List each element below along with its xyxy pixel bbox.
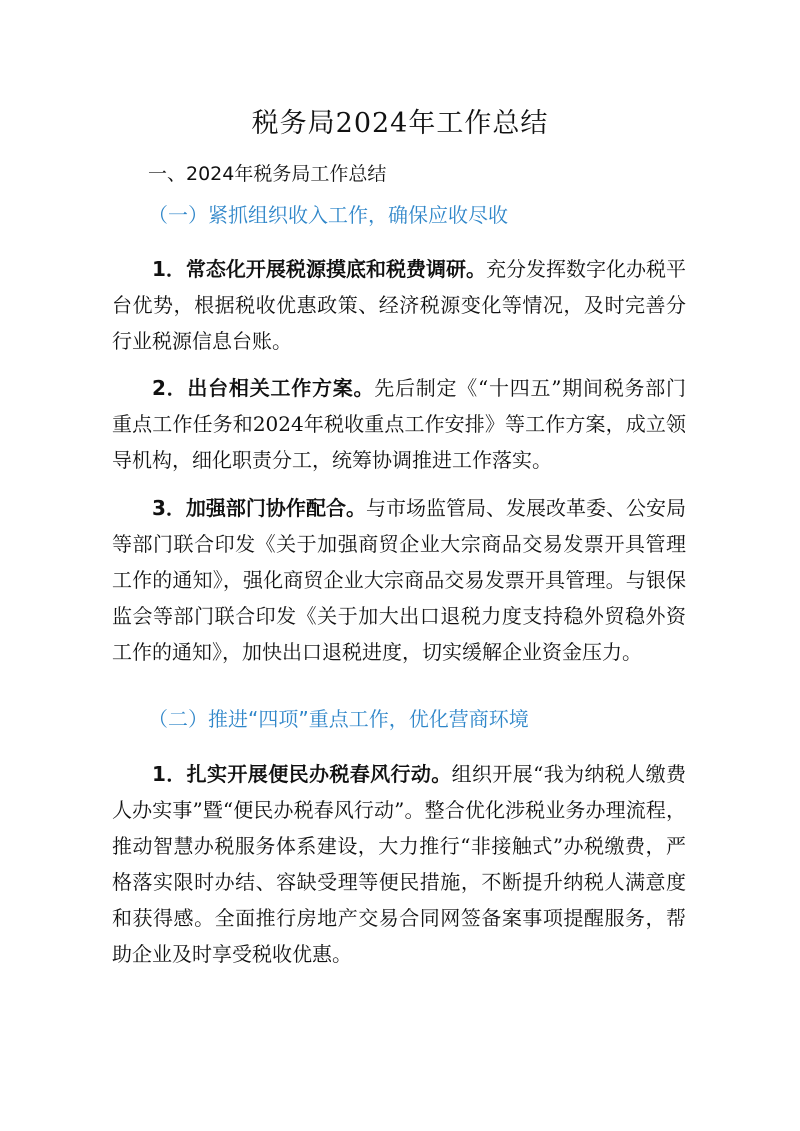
- paragraph-2-1: [112, 756, 686, 972]
- subsection-heading-1: （一）紧抓组织收入工作，确保应收尽收: [148, 203, 508, 227]
- paragraph-body: 充分发挥数字化办税平台优势，根据税收优惠政策、经济税源变化等情况，及时完善分行业税源信息台账。: [112, 257, 686, 353]
- section-heading-1: 一、2024年税务局工作总结: [148, 163, 387, 185]
- paragraph-lead: 2．出台相关工作方案。: [152, 376, 375, 400]
- subsection-heading-2: （二）推进“四项”重点工作，优化营商环境: [148, 707, 529, 731]
- paragraph-1-3: [112, 490, 686, 670]
- document-title: 税务局2024年工作总结: [251, 108, 549, 139]
- paragraph-body: 与市场监管局、发展改革委、公安局等部门联合印发《关于加强商贸企业大宗商品交易发票开具管理工作的通知》，强化商贸企业大宗商品交易发票开具管理。与银保监会等部门联合印发《关于加大出口退税力度支持稳外贸稳外资工作的通知》，加快出口退税进度，切实缓解企业资金压力。: [112, 496, 686, 664]
- paragraph-lead: 3．加强部门协作配合。: [152, 496, 366, 520]
- paragraph-1-2: [112, 370, 686, 478]
- paragraph-lead: 1．常态化开展税源摸底和税费调研。: [152, 257, 486, 281]
- paragraph-body: 先后制定《“十四五”期间税务部门重点工作任务和2024年税收重点工作安排》等工作方案，成立领导机构，细化职责分工，统筹协调推进工作落实。: [112, 376, 686, 472]
- paragraph-body: 组织开展“我为纳税人缴费人办实事”暨“便民办税春风行动”。整合优化涉税业务办理流程，推动智慧办税服务体系建设，大力推行“非接触式”办税缴费，严格落实限时办结、容缺受理等便民措施，不断提升纳税人满意度和获得感。全面推行房地产交易合同网签备案事项提醒服务，帮助企业及时享受税收优惠。: [112, 762, 686, 966]
- paragraph-lead: 1．扎实开展便民办税春风行动。: [152, 762, 452, 786]
- paragraph-1-1: [112, 251, 686, 359]
